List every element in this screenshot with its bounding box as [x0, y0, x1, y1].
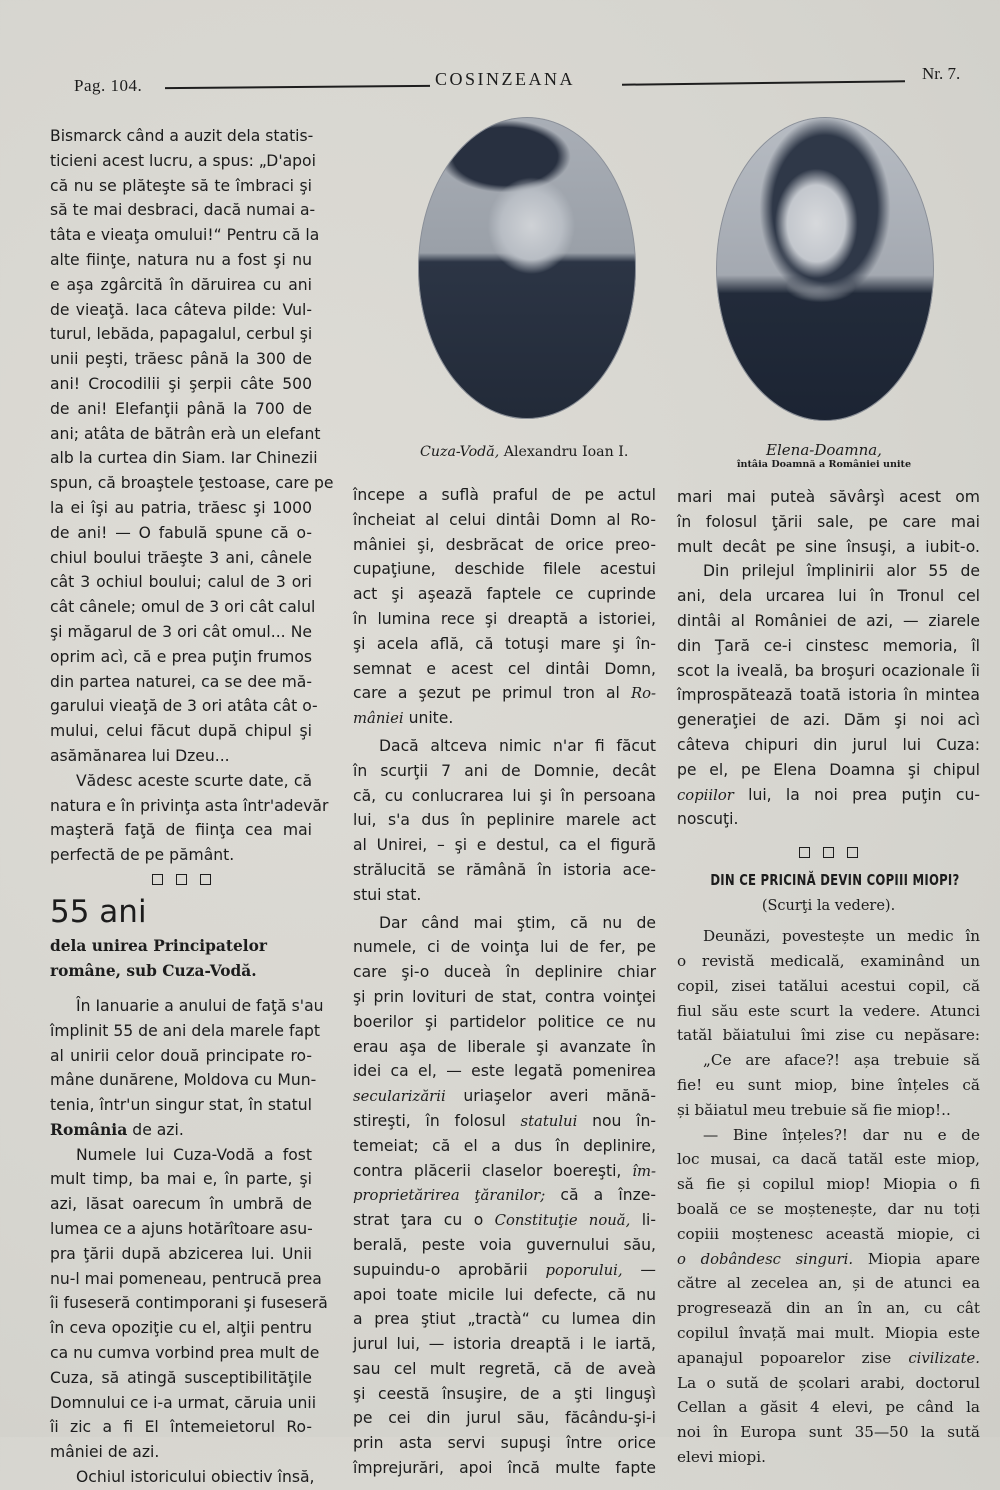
text-fragment: strat ţara cu o [353, 1211, 495, 1230]
text-line: că nu se plăteşte să te îmbraci şi [50, 176, 312, 195]
text-line: câteva chipuri din jurul lui Cuza: [677, 735, 980, 754]
text-line: şi prin lovituri de stat, contra voinţei [353, 987, 656, 1006]
text-line: tenia, într'un singur stat, în statul [50, 1096, 312, 1115]
paragraph-vadesc [50, 769, 329, 868]
text-fragment: li- [630, 1211, 657, 1230]
text-line: pe el, pe Elena Doamna şi chipul [677, 760, 980, 779]
text-line: dintâi al României de azi, — ziarele [677, 611, 980, 630]
caption-subline: întâia Doamnă a României unite [736, 459, 912, 470]
text-line [353, 1109, 656, 1134]
text-line: erau aşa de liberale şi avanzate în [353, 1037, 656, 1056]
text-line: Din prilejul împlinirii alor 55 de [703, 562, 980, 581]
text-line: împrospătează toată istoria în mintea [677, 686, 980, 705]
article-title: DIN CE PRICINĂ DEVIN COPIII MIOPI? [710, 871, 960, 890]
text-line: şi ceestă însuşire, de a şti linguşì [353, 1384, 656, 1403]
text-fragment: de azi. [127, 1120, 184, 1139]
text-line: de vieaţă. Iaca câteva pilde: Vul- [50, 300, 312, 319]
text-line: temeiat; că el a dus în deplinire, [353, 1136, 656, 1155]
text-line: să te mai desbraci, dacă numai a- [50, 201, 316, 220]
column-right [677, 485, 980, 1470]
text-line [677, 783, 980, 808]
text-fragment: apanajul popoarelor zise [677, 1348, 909, 1367]
text-line: Numele lui Cuza-Vodă a fost [76, 1145, 312, 1164]
text-line: ca nu cumva vorbind prea mult de [50, 1344, 320, 1363]
text-line: Cuza, să atingă susceptibilităţile [50, 1368, 312, 1387]
text-line: strălucită se rămână în istoria ace- [353, 860, 656, 879]
magazine-title: COSINZEANA [435, 69, 575, 89]
italic-fragment: îm- [632, 1162, 656, 1180]
text-line: de ani! Elefanţii până la 700 de [50, 399, 312, 418]
italic-fragment: mâniei [353, 710, 404, 728]
header-rule-left [165, 85, 430, 89]
text-line: scot la iveală, ba broşuri ocazionale îi [677, 661, 980, 680]
text-line: act şi aşează faptele ce cuprinde [353, 585, 656, 604]
italic-fragment: Constituţie nouă, [494, 1212, 631, 1230]
italic-fragment: civilizate. [908, 1349, 980, 1367]
text-line: Vădesc aceste scurte date, că [76, 771, 312, 790]
header-rule-right [622, 80, 905, 85]
text-line: în folosul ţării sale, pe care mai [677, 512, 980, 531]
text-line: lui, s'a dus în peplinire marele act [353, 811, 656, 830]
text-line: mâniei de azi. [50, 1443, 160, 1462]
text-line: noi în Europa sunt 35—50 la sută [677, 1423, 980, 1442]
paragraph-statistics [677, 1371, 980, 1470]
caption-italic: Elena-Doamna, [766, 441, 882, 459]
text-line: pe cei din jurul său, făcându-şi-i [353, 1409, 656, 1428]
text-line: noscuţi. [677, 810, 739, 829]
text-line: ticieni acest lucru, a spus: „D'apoi [50, 151, 316, 170]
text-line: Deunăzi, povestește un medic în [703, 927, 980, 946]
text-line: sau cel mult regretă, că de aveà [353, 1359, 656, 1378]
portrait-caption-elena [724, 442, 924, 471]
text-line: către al zecelea an, și de atunci ea [677, 1274, 980, 1293]
paragraph-dar-cand [353, 911, 656, 1085]
text-line: în ceva opoziţie cu el, alţii pentru [50, 1319, 312, 1338]
text-line: turul, lebăda, papagalul, cerbul şi [50, 325, 313, 344]
text-line [353, 706, 656, 731]
text-line: „Ce are aface?! așa trebuie să [703, 1051, 980, 1070]
italic-fragment: secularizării [353, 1088, 446, 1106]
text-line: încheiat al celui dintâi Domn al Ro- [353, 510, 656, 529]
text-line: pra ţării după abzicerea lui. Unii [50, 1244, 312, 1263]
text-line: ani! Crocodilii şi şerpii câte 500 [50, 374, 312, 393]
portrait-cuza-voda [418, 117, 636, 419]
text-line: — Bine înțeles?! dar nu e de [703, 1125, 980, 1144]
text-fragment: contra plăcerii claselor boereşti, [353, 1161, 633, 1180]
italic-fragment: Ro- [630, 685, 656, 703]
paragraph-quote [677, 1048, 980, 1122]
text-line [353, 1084, 656, 1109]
italic-fragment: o dobândesc singuri. [677, 1250, 854, 1268]
text-line: al Unirei, – şi e destul, ca el figură [353, 836, 656, 855]
text-line: fiul său este scurt la vedere. Atunci [677, 1001, 980, 1020]
text-line: stui stat. [353, 885, 422, 904]
column-middle [353, 483, 656, 1481]
paragraph-deunazi [677, 924, 980, 1048]
text-line: copiii moștenesc această miopie, ci [677, 1224, 980, 1243]
text-line: numele, ci de voinţa lui de fer, pe [353, 938, 656, 957]
text-line: lumea ce a ajuns hotărîtoare asu- [50, 1220, 313, 1239]
italic-fragment: proprietărirea ţăranilor; [353, 1187, 546, 1205]
text-line: Domnului ce i-a urmat, căruia unii [50, 1393, 317, 1412]
text-fragment: uriaşelor averi mănă- [445, 1087, 656, 1106]
text-line: mari mai puteà săvârşì acest om [677, 488, 980, 506]
text-line: oprim acì, că e prea puţin frumos [50, 647, 312, 666]
text-fragment: unite. [403, 709, 454, 728]
portrait-caption-cuza [420, 444, 628, 460]
article-subtitle: (Scurţi la vedere). [761, 898, 896, 915]
section-subtitle-line1: dela unirea Principatelor [50, 936, 267, 955]
text-line: asămănarea lui Dzeu... [50, 746, 230, 765]
text-line: apoi toate micile lui defecte, că nu [353, 1285, 656, 1304]
text-line: natura e în privinţa asta într'adevăr [50, 796, 329, 815]
text-line: din Ţară ce-i cinstesc memoria, îl [677, 636, 980, 655]
text-line: spun, că broaştele ţestoase, care pe [50, 474, 334, 493]
text-line: mult decât pe sine însuşi, a iubit-o. [677, 537, 980, 556]
paragraph-ianuarie [50, 994, 324, 1118]
text-line: boerilor şi partidelor politice ce nu [353, 1012, 656, 1031]
text-line: şi măgarul de 3 ori cât omul... Ne [50, 622, 312, 641]
paragraph-mari [677, 485, 980, 559]
text-line: fie! eu sunt miop, bine înțeles că [677, 1075, 980, 1094]
text-line: boală ce se moștenește, dar nu toți [677, 1199, 980, 1218]
text-line: împlinit 55 de ani dela marele fapt [50, 1021, 321, 1040]
text-line: tâta e vieaţa omului!“ Pentru că la [50, 226, 320, 245]
text-line: cât 3 ochiul boului; calul de 3 ori [50, 573, 312, 592]
text-line: perfectă de pe pământ. [50, 846, 235, 865]
text-line: elevi miopi. [677, 1447, 766, 1466]
text-line: maşteră faţă de fiinţa cea mai [50, 821, 312, 840]
text-line: în scurţii 7 ani de Domnie, decât [353, 761, 656, 780]
text-line: îi fuseseră contimporani şi fuseseră [50, 1294, 328, 1313]
text-line: al unirii celor două principate ro- [50, 1046, 312, 1065]
text-line: mâniei şi, desbrăcat de orice preo- [353, 535, 656, 554]
text-line: garului vieaţă de 3 ori atâta cât o- [50, 697, 318, 716]
text-line: îi zic a fi El întemeietorul Ro- [50, 1418, 312, 1437]
text-line [50, 1118, 312, 1143]
text-line: la ei îşi au patria, trăesc şi 1000 [50, 498, 312, 517]
caption-plain: Alexandru Ioan I. [503, 444, 629, 460]
text-line: Dacă altceva nimic n'ar fi făcut [379, 736, 656, 755]
text-line: Ochiul istoricului obiectiv însă, [76, 1468, 315, 1487]
paragraph-dar-cand-continued [353, 1283, 656, 1481]
text-line [353, 681, 656, 706]
text-line: azi, lăsat oarecum în umbră de [50, 1195, 312, 1214]
text-line: generaţiei de azi. Dăm şi noi acì [677, 711, 980, 730]
text-line [353, 1258, 656, 1283]
text-fragment: supuindu-o aprobării [353, 1260, 546, 1279]
text-line: unii peşti, trăesc până la 300 de [50, 350, 312, 369]
text-line: loc musai, ca dacă tatăl este miop, [677, 1150, 980, 1169]
text-line: că, cu conlucrarea lui şi în persoana [353, 786, 656, 805]
text-line: în lumina rece şi dreaptă a istoriei, [353, 609, 656, 628]
text-line: şi acela află, că totuşi mare şi în- [353, 634, 656, 653]
text-line: copilul învață mai mult. Miopia este [677, 1323, 980, 1342]
italic-fragment: copiilor [677, 786, 734, 804]
text-fragment: stireşti, în folosul [353, 1111, 521, 1130]
text-line [677, 1346, 980, 1371]
text-line: ani, dela urcarea lui în Tronul cel [677, 587, 980, 606]
text-line: În Ianuarie a anului de faţă s'au [76, 996, 324, 1015]
text-line: cât cânele; omul de 3 ori cât calul [50, 598, 316, 617]
text-line: și băiatul meu trebuie să fie miop!.. [677, 1100, 951, 1119]
text-fragment: lui, la noi prea puţin cu- [733, 785, 980, 804]
text-line: Cellan a găsit 4 elevi, pe când la [677, 1398, 980, 1417]
article-body [677, 924, 980, 1470]
paragraph-din-prilejul [677, 559, 980, 782]
italic-fragment: statului [520, 1112, 578, 1130]
text-line: prin asta servi supuşi între orice [353, 1434, 656, 1453]
section-subtitle-line2: române, sub Cuza-Vodă. [50, 961, 257, 980]
text-line: progresează din an în an, cu cât [677, 1299, 980, 1318]
issue-number: Nr. 7. [922, 64, 961, 83]
paragraph-bine-inteles-continued [677, 1271, 980, 1345]
column-left [50, 124, 334, 1490]
text-line: a prea ştiut „tractà“ cu lumea din [353, 1310, 656, 1329]
text-line [353, 1208, 656, 1233]
text-fragment: care a şezut pe primul tron al [353, 684, 631, 703]
section-title: 55 ani [50, 893, 147, 930]
page-header [0, 64, 1000, 104]
text-fragment: — [622, 1260, 656, 1279]
text-line: jurul lui, — istoria dreaptă i le iartă, [353, 1335, 656, 1354]
text-line: Bismarck când a auzit dela statis- [50, 127, 314, 145]
text-line: care şi-o duceà în deplinire chiar [353, 963, 656, 982]
text-fragment: Miopia apare [853, 1249, 981, 1268]
portrait-elena-doamna [716, 117, 934, 421]
text-line: Dar când mai ştim, că nu de [379, 913, 656, 932]
text-line [353, 1159, 656, 1184]
text-line: mâne dunărene, Moldova cu Mun- [50, 1071, 317, 1090]
text-line: mult timp, ba mai e, în parte, şi [50, 1170, 312, 1189]
text-line [353, 1183, 656, 1208]
text-line: din partea naturei, ca se dee mă- [50, 672, 312, 691]
caption-italic: Cuza-Vodă, [420, 444, 500, 460]
text-line [677, 1247, 980, 1272]
paragraph-bismarck [50, 124, 334, 769]
section-divider-ornament [677, 838, 980, 866]
text-line: La o sută de școlari arabi, doctorul [677, 1373, 980, 1392]
text-line: ani; atâta de bătrân erà un elefant [50, 424, 321, 443]
text-line: idei ca el, — este legată pomenirea [353, 1062, 656, 1081]
text-line: alb la curtea din Siam. Iar Chinezii [50, 449, 318, 468]
paragraph-incepe [353, 483, 656, 681]
text-line: e aşa zgârcită în dăruirea cu ani [50, 275, 312, 294]
bold-romania: România [50, 1119, 128, 1139]
text-line: începe a suflà praful de pe actul [353, 486, 656, 504]
paragraph-daca [353, 734, 656, 908]
text-line: chiul boului trăeşte 3 ani, cânele [50, 548, 312, 567]
text-line: alte fiinţe, natura nu a fost şi nu [50, 250, 312, 269]
text-line: să fie și copilul miop! Miopia o fi [677, 1175, 980, 1194]
text-line: copil, zisei tatălui acestui copil, că [677, 976, 980, 995]
text-line: de ani! — O fabulă spune că o- [50, 523, 312, 542]
paragraph-numele [50, 1143, 328, 1465]
text-line: semnat e acest cel dintâi Domn, [353, 659, 656, 678]
paragraph-bine-inteles [677, 1123, 980, 1247]
text-line: mului, celui făcut după chipul şi [50, 722, 312, 741]
text-fragment: nou în- [577, 1111, 656, 1130]
text-fragment: că a înze- [545, 1186, 656, 1205]
text-line: cupaţiune, deschide filele acestui [353, 560, 656, 579]
page-number: Pag. 104. [74, 76, 143, 95]
text-line: împrejurări, apoi încă multe fapte [353, 1459, 656, 1478]
text-line: o revistă medicală, examinând un [677, 951, 980, 970]
text-line: berală, peste voia guvernului său, [353, 1235, 656, 1254]
italic-fragment: poporului, [545, 1261, 623, 1279]
text-line: nu-l mai pomeneau, pentrucă prea [50, 1269, 322, 1288]
text-line: tatăl băiatului îmi zise cu nepăsare: [677, 1026, 980, 1045]
section-divider-ornament [50, 868, 312, 892]
